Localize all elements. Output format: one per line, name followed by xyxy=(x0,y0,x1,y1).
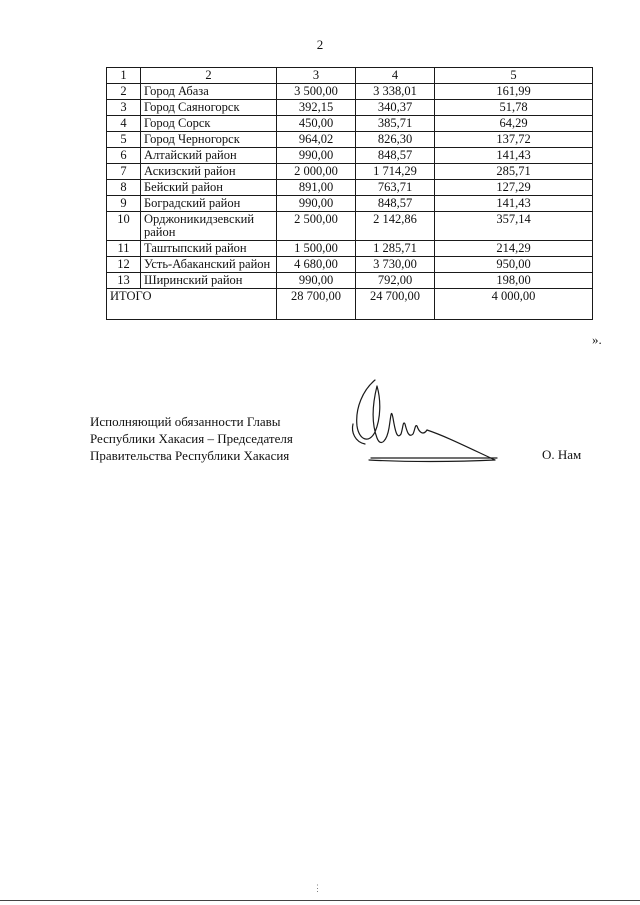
header-cell: 5 xyxy=(435,68,593,84)
header-cell: 2 xyxy=(141,68,277,84)
table-row xyxy=(107,132,593,148)
table-cell-c3: 3 500,00 xyxy=(277,84,356,100)
table-cell-c3: 891,00 xyxy=(277,180,356,196)
table-cell-name: Город Саяногорск xyxy=(141,100,277,116)
table-cell-c5: 161,99 xyxy=(435,84,593,100)
table-cell-n: 6 xyxy=(107,148,141,164)
table-row xyxy=(107,257,593,273)
table-cell-n: 7 xyxy=(107,164,141,180)
table-cell-name: Бейский район xyxy=(141,180,277,196)
total-label: ИТОГО xyxy=(107,289,277,320)
table-cell-c5: 51,78 xyxy=(435,100,593,116)
table-cell-n: 10 xyxy=(107,212,141,241)
table-cell-name: Боградский район xyxy=(141,196,277,212)
allocation-table xyxy=(106,67,593,320)
table-cell-c5: 285,71 xyxy=(435,164,593,180)
signer-name: О. Нам xyxy=(542,447,582,462)
table-cell-n: 11 xyxy=(107,241,141,257)
table-cell-name: Орджоникидзевский район xyxy=(141,212,277,241)
header-cell: 3 xyxy=(277,68,356,84)
table-row xyxy=(107,100,593,116)
header-cell: 1 xyxy=(107,68,141,84)
table-cell-c4: 3 730,00 xyxy=(356,257,435,273)
table-cell-c4: 3 338,01 xyxy=(356,84,435,100)
table-cell-c4: 848,57 xyxy=(356,148,435,164)
table-cell-name: Усть-Абаканский район xyxy=(141,257,277,273)
table-cell-n: 5 xyxy=(107,132,141,148)
table-cell-c5: 357,14 xyxy=(435,212,593,241)
table-row xyxy=(107,273,593,289)
table-cell-name: Город Абаза xyxy=(141,84,277,100)
table-cell-name: Таштыпский район xyxy=(141,241,277,257)
table-cell-c5: 198,00 xyxy=(435,273,593,289)
table-cell-n: 2 xyxy=(107,84,141,100)
table-cell-c3: 2 500,00 xyxy=(277,212,356,241)
table-cell-name: Город Сорск xyxy=(141,116,277,132)
table-cell-c5: 141,43 xyxy=(435,196,593,212)
header-cell: 4 xyxy=(356,68,435,84)
table-cell-c3: 990,00 xyxy=(277,196,356,212)
table-row xyxy=(107,196,593,212)
table-cell-c4: 1 714,29 xyxy=(356,164,435,180)
table-cell-c5: 141,43 xyxy=(435,148,593,164)
total-cell-c4: 24 700,00 xyxy=(356,289,435,320)
table-row xyxy=(107,212,593,241)
table-row xyxy=(107,164,593,180)
table-cell-c5: 127,29 xyxy=(435,180,593,196)
table-cell-c3: 990,00 xyxy=(277,148,356,164)
table-cell-n: 3 xyxy=(107,100,141,116)
table-cell-c3: 2 000,00 xyxy=(277,164,356,180)
signer-title xyxy=(90,413,293,464)
table-cell-c4: 848,57 xyxy=(356,196,435,212)
table-cell-name: Город Черногорск xyxy=(141,132,277,148)
table-row xyxy=(107,148,593,164)
signer-title-line: Правительства Республики Хакасия xyxy=(90,448,290,463)
scan-artifact-mark: ⋮ xyxy=(313,883,322,893)
table-cell-c3: 392,15 xyxy=(277,100,356,116)
signer-title-line: Республики Хакасия – Председателя xyxy=(90,431,293,446)
table-cell-c3: 1 500,00 xyxy=(277,241,356,257)
table-cell-n: 13 xyxy=(107,273,141,289)
table-cell-c4: 792,00 xyxy=(356,273,435,289)
table-cell-c4: 826,30 xyxy=(356,132,435,148)
total-cell-c5: 4 000,00 xyxy=(435,289,593,320)
table-cell-c4: 2 142,86 xyxy=(356,212,435,241)
table-cell-c4: 763,71 xyxy=(356,180,435,196)
table-row xyxy=(107,180,593,196)
signer-title-line: Исполняющий обязанности Главы xyxy=(90,414,281,429)
page-number: 2 xyxy=(316,37,324,52)
table-cell-c5: 950,00 xyxy=(435,257,593,273)
table-cell-n: 12 xyxy=(107,257,141,273)
table-cell-c4: 340,37 xyxy=(356,100,435,116)
closing-quote: ». xyxy=(592,332,602,347)
table-cell-name: Алтайский район xyxy=(141,148,277,164)
table-total-row xyxy=(107,289,593,320)
table-cell-c3: 964,02 xyxy=(277,132,356,148)
table-cell-c3: 990,00 xyxy=(277,273,356,289)
table-cell-n: 4 xyxy=(107,116,141,132)
table-cell-c5: 137,72 xyxy=(435,132,593,148)
page-bottom-rule xyxy=(0,900,640,901)
table-cell-c3: 450,00 xyxy=(277,116,356,132)
table-cell-c4: 1 285,71 xyxy=(356,241,435,257)
handwritten-signature xyxy=(345,378,505,468)
table-row xyxy=(107,241,593,257)
table-cell-c3: 4 680,00 xyxy=(277,257,356,273)
table-row xyxy=(107,116,593,132)
table-cell-c5: 214,29 xyxy=(435,241,593,257)
table-cell-name: Аскизский район xyxy=(141,164,277,180)
table-cell-n: 9 xyxy=(107,196,141,212)
total-cell-c3: 28 700,00 xyxy=(277,289,356,320)
table-cell-n: 8 xyxy=(107,180,141,196)
table-cell-c5: 64,29 xyxy=(435,116,593,132)
table-row xyxy=(107,84,593,100)
table-header-row xyxy=(107,68,593,84)
table-cell-name: Ширинский район xyxy=(141,273,277,289)
table-cell-c4: 385,71 xyxy=(356,116,435,132)
